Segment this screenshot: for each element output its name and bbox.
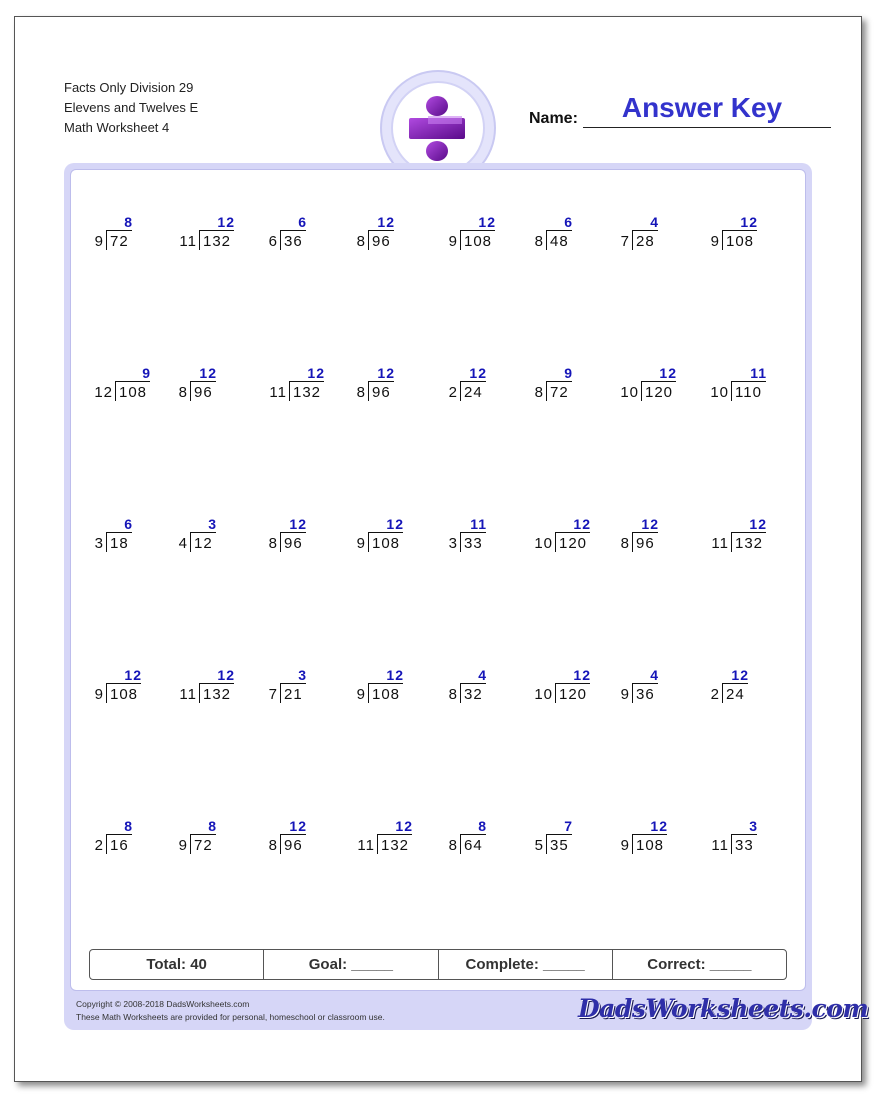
division-problem	[533, 365, 623, 415]
division-problem	[93, 667, 183, 717]
division-problem	[447, 667, 537, 717]
divisor: 12	[94, 384, 113, 401]
division-problem	[619, 818, 709, 868]
division-problem	[267, 516, 357, 566]
division-bar	[555, 683, 590, 684]
dividend: 33	[464, 535, 483, 552]
dividend: 132	[381, 837, 410, 854]
division-problem	[355, 667, 445, 717]
title-line-1: Facts Only Division 29	[64, 80, 194, 95]
divisor: 9	[94, 686, 104, 703]
divisor: 8	[268, 535, 278, 552]
divisor: 11	[179, 686, 197, 703]
division-bar	[731, 532, 766, 533]
dividend: 12	[194, 535, 213, 552]
division-problem	[447, 214, 537, 264]
division-bar	[460, 532, 486, 533]
division-bar	[199, 683, 234, 684]
division-bar	[190, 532, 216, 533]
division-problem	[177, 818, 267, 868]
divisor: 9	[620, 837, 630, 854]
divisor: 8	[356, 233, 366, 250]
division-problem	[93, 818, 183, 868]
answer: 12	[641, 516, 659, 532]
divisor: 9	[94, 233, 104, 250]
problems-grid	[70, 169, 806, 991]
dividend: 96	[284, 535, 303, 552]
division-problem	[447, 516, 537, 566]
dividend: 96	[636, 535, 655, 552]
answer: 8	[478, 818, 487, 834]
divisor: 10	[710, 384, 729, 401]
division-problem	[267, 214, 357, 264]
division-bar	[106, 834, 132, 835]
divisor: 10	[534, 686, 553, 703]
division-bar	[722, 683, 748, 684]
divisor: 11	[357, 837, 375, 854]
division-bar	[199, 230, 234, 231]
divisor: 8	[448, 837, 458, 854]
division-problem	[447, 818, 537, 868]
division-bar	[555, 532, 590, 533]
division-bar	[632, 230, 658, 231]
division-bar	[632, 834, 667, 835]
answer: 12	[217, 667, 235, 683]
division-bar	[280, 834, 306, 835]
division-problem	[93, 214, 183, 264]
answer: 6	[564, 214, 573, 230]
worksheet-title	[64, 78, 198, 138]
dividend: 24	[464, 384, 483, 401]
dividend: 96	[284, 837, 303, 854]
divisor: 11	[269, 384, 287, 401]
answer: 12	[217, 214, 235, 230]
dividend: 18	[110, 535, 129, 552]
division-problem	[93, 516, 183, 566]
divisor: 3	[448, 535, 458, 552]
division-problem	[447, 365, 537, 415]
answer: 12	[289, 818, 307, 834]
divisor: 11	[711, 535, 729, 552]
dividend: 32	[464, 686, 483, 703]
usage-notice: These Math Worksheets are provided for personal, homeschool or classroom use.	[76, 1012, 385, 1022]
dividend: 108	[119, 384, 148, 401]
answer: 11	[750, 365, 767, 381]
dividend: 36	[284, 233, 303, 250]
dividend: 72	[110, 233, 129, 250]
division-bar	[280, 683, 306, 684]
division-problem	[533, 516, 623, 566]
dividend: 48	[550, 233, 569, 250]
dividend: 72	[194, 837, 213, 854]
answer: 8	[208, 818, 217, 834]
divisor: 7	[268, 686, 278, 703]
answer: 8	[124, 818, 133, 834]
answer: 12	[749, 516, 767, 532]
division-problem	[177, 214, 267, 264]
division-problem	[709, 365, 799, 415]
division-bar	[368, 532, 403, 533]
division-problem	[93, 365, 183, 415]
divisor: 9	[448, 233, 458, 250]
answer: 12	[650, 818, 668, 834]
division-problem	[619, 667, 709, 717]
answer: 12	[199, 365, 217, 381]
title-line-3: Math Worksheet 4	[64, 120, 170, 135]
dividend: 110	[735, 384, 762, 401]
goal-cell[interactable]: Goal: _____	[264, 950, 438, 979]
division-bar	[377, 834, 412, 835]
division-bar	[731, 834, 757, 835]
division-bar	[190, 834, 216, 835]
total-cell: Total: 40	[90, 950, 264, 979]
footer-copyright	[76, 998, 385, 1024]
division-problem	[709, 818, 799, 868]
dividend: 108	[464, 233, 493, 250]
answer: 12	[469, 365, 487, 381]
score-bar	[89, 949, 787, 980]
dividend: 24	[726, 686, 745, 703]
dividend: 64	[464, 837, 483, 854]
answer: 12	[573, 667, 591, 683]
brand-logo: DadsWorksheets.com	[578, 994, 869, 1023]
division-problem	[709, 214, 799, 264]
answer: 12	[377, 214, 395, 230]
dividend: 132	[203, 686, 232, 703]
divisor: 7	[620, 233, 630, 250]
divisor: 10	[534, 535, 553, 552]
answer: 12	[395, 818, 413, 834]
answer: 11	[470, 516, 487, 532]
divisor: 6	[268, 233, 278, 250]
division-bar	[722, 230, 757, 231]
answer: 3	[208, 516, 217, 532]
dividend: 96	[372, 384, 391, 401]
division-bar	[280, 230, 306, 231]
division-bar	[368, 230, 394, 231]
division-problem	[267, 667, 357, 717]
division-bar	[460, 834, 486, 835]
division-bar	[368, 683, 403, 684]
complete-cell[interactable]: Complete: _____	[439, 950, 613, 979]
correct-cell[interactable]: Correct: _____	[647, 956, 752, 973]
name-label: Name:	[529, 110, 578, 127]
division-bar	[106, 230, 132, 231]
divisor: 8	[534, 233, 544, 250]
answer: 9	[564, 365, 573, 381]
dividend: 120	[559, 686, 588, 703]
answer: 7	[564, 818, 573, 834]
divisor: 10	[620, 384, 639, 401]
answer: 12	[289, 516, 307, 532]
division-bar	[546, 381, 572, 382]
dividend: 72	[550, 384, 569, 401]
divisor: 2	[448, 384, 458, 401]
division-bar	[368, 381, 394, 382]
divisor: 8	[356, 384, 366, 401]
division-problem	[177, 365, 267, 415]
answer: 12	[659, 365, 677, 381]
divisor: 8	[268, 837, 278, 854]
dividend: 132	[293, 384, 322, 401]
answer: 3	[749, 818, 758, 834]
dividend: 35	[550, 837, 569, 854]
division-problem	[355, 818, 445, 868]
answer-key-heading: Answer Key	[621, 92, 783, 123]
division-problem	[533, 818, 623, 868]
division-bar	[546, 230, 572, 231]
divisor: 11	[711, 837, 729, 854]
dividend: 108	[372, 535, 401, 552]
divisor: 3	[94, 535, 104, 552]
answer: 4	[478, 667, 487, 683]
dividend: 120	[645, 384, 674, 401]
divisor: 8	[178, 384, 188, 401]
dividend: 108	[636, 837, 665, 854]
dividend: 16	[110, 837, 129, 854]
dividend: 132	[203, 233, 232, 250]
division-problem	[533, 214, 623, 264]
divisor: 8	[534, 384, 544, 401]
answer: 12	[740, 214, 758, 230]
answer: 3	[298, 667, 307, 683]
division-problem	[533, 667, 623, 717]
division-problem	[267, 365, 357, 415]
division-problem	[709, 667, 799, 717]
divisor: 9	[178, 837, 188, 854]
dividend: 108	[372, 686, 401, 703]
dividend: 108	[110, 686, 139, 703]
problems-frame	[64, 163, 812, 1030]
answer: 6	[298, 214, 307, 230]
dividend: 96	[194, 384, 213, 401]
title-line-2: Elevens and Twelves E	[64, 100, 199, 115]
divisor: 4	[178, 535, 188, 552]
divisor: 8	[620, 535, 630, 552]
dividend: 28	[636, 233, 655, 250]
name-line[interactable]	[583, 127, 831, 128]
answer: 12	[478, 214, 496, 230]
divisor: 9	[710, 233, 720, 250]
divisor: 9	[356, 686, 366, 703]
answer: 6	[124, 516, 133, 532]
answer: 4	[650, 214, 659, 230]
answer: 4	[650, 667, 659, 683]
divisor: 5	[534, 837, 544, 854]
answer: 8	[124, 214, 133, 230]
dividend: 96	[372, 233, 391, 250]
division-problem	[355, 365, 445, 415]
answer: 12	[386, 516, 404, 532]
answer: 12	[377, 365, 395, 381]
answer: 12	[386, 667, 404, 683]
dividend: 36	[636, 686, 655, 703]
division-problem	[619, 365, 709, 415]
division-problem	[709, 516, 799, 566]
division-bar	[641, 381, 676, 382]
answer: 12	[307, 365, 325, 381]
division-bar	[460, 381, 486, 382]
division-problem	[177, 667, 267, 717]
division-bar	[280, 532, 306, 533]
copyright-text: Copyright © 2008-2018 DadsWorksheets.com	[76, 999, 250, 1009]
divisor: 2	[710, 686, 720, 703]
divisor: 9	[356, 535, 366, 552]
division-bar	[731, 381, 766, 382]
dividend: 21	[284, 686, 303, 703]
divisor: 11	[179, 233, 197, 250]
answer: 9	[142, 365, 151, 381]
division-problem	[355, 214, 445, 264]
answer: 12	[731, 667, 749, 683]
division-bar	[115, 381, 150, 382]
division-problem	[267, 818, 357, 868]
dividend: 108	[726, 233, 755, 250]
dividend: 33	[735, 837, 754, 854]
division-bar	[106, 683, 141, 684]
division-bar	[632, 683, 658, 684]
division-bar	[632, 532, 658, 533]
dividend: 120	[559, 535, 588, 552]
division-problem	[619, 516, 709, 566]
division-problem	[177, 516, 267, 566]
division-bar	[190, 381, 216, 382]
divisor: 9	[620, 686, 630, 703]
division-problem	[355, 516, 445, 566]
answer: 12	[573, 516, 591, 532]
dividend: 132	[735, 535, 764, 552]
answer: 12	[124, 667, 142, 683]
division-problem	[619, 214, 709, 264]
division-bar	[546, 834, 572, 835]
division-bar	[106, 532, 132, 533]
division-bar	[289, 381, 324, 382]
divisor: 8	[448, 686, 458, 703]
division-bar	[460, 230, 495, 231]
division-bar	[460, 683, 486, 684]
divisor: 2	[94, 837, 104, 854]
